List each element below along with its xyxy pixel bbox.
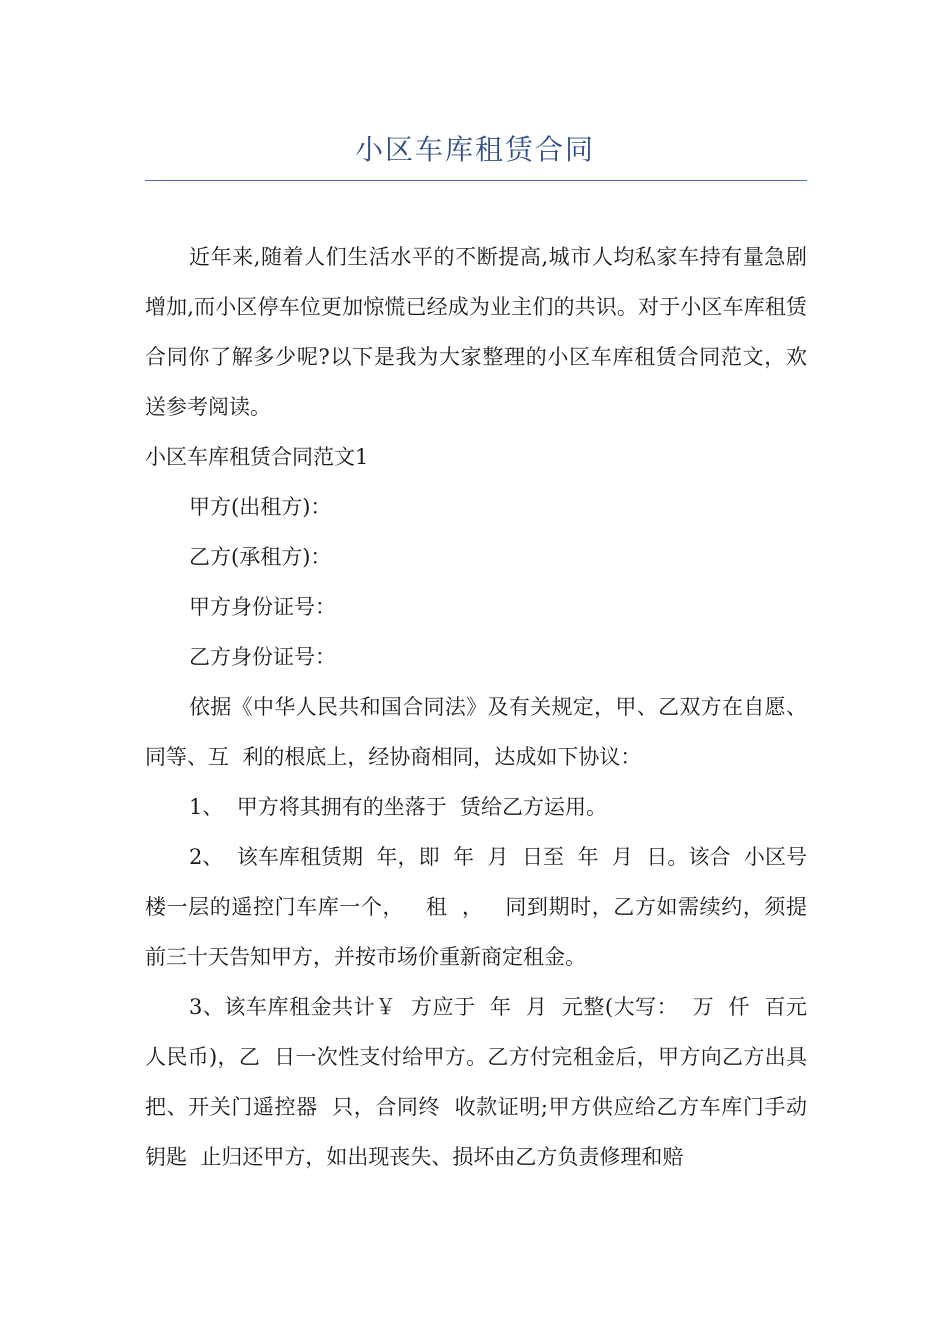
party-a-id-line: 甲方身份证号： bbox=[189, 595, 336, 619]
party-b-id-line: 乙方身份证号： bbox=[189, 645, 336, 669]
intro-paragraph: 近年来,随着人们生活水平的不断提高,城市人均私家车持有量急剧增加,而小区停车位更加惊慌已经成为业主们的共识。对于小区车库租赁合同你了解多少呢?以下是我为大家整理的小区车库租赁合同范文，欢送参考阅读。 bbox=[145, 245, 807, 419]
clause-2: 2、 该车库租赁期 年，即 年 月 日至 年 月 日。该合 小区号楼一层的遥控门车库一个， 租 ， 同到期时，乙方如需续约，须提前三十天告知甲方，并按市场价重新商定租金。 bbox=[145, 845, 807, 969]
basis-paragraph: 依据《中华人民共和国合同法》及有关规定，甲、乙双方在自愿、同等、互 利的根底上，经协商相同，达成如下协议： bbox=[145, 695, 807, 769]
party-b-line: 乙方(承租方)： bbox=[189, 545, 332, 569]
document-title: 小区车库租赁合同 bbox=[354, 133, 595, 166]
clause-1: 1、 甲方将其拥有的坐落于 赁给乙方运用。 bbox=[189, 795, 608, 819]
document-body bbox=[145, 232, 821, 1182]
party-a-line: 甲方(出租方)： bbox=[189, 495, 332, 519]
section-heading: 小区车库租赁合同范文1 bbox=[145, 445, 369, 469]
title-divider bbox=[145, 180, 807, 181]
clause-3: 3、该车库租金共计￥ 方应于 年 月 元整(大写： 万 仟 百元人民币)，乙 日一次性支付给甲方。乙方付完租金后，甲方向乙方出具 把、开关门遥控器 只，合同终 收款证明;甲方供应给乙方车库门手动钥匙 止归还甲方，如出现丧失、损坏由乙方负责修理和赔 bbox=[145, 995, 821, 1169]
